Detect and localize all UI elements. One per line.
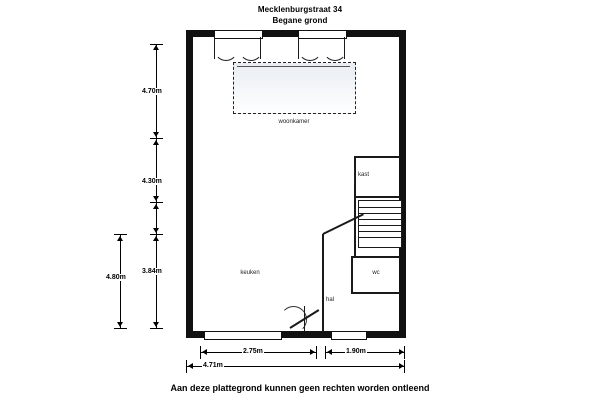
plan-disclaimer: Aan deze plattegrond kunnen geen rechten worden ontleend xyxy=(170,383,430,393)
dim-arrow-up xyxy=(153,204,159,209)
dim-arrow-down xyxy=(153,228,159,233)
dim-arrow-left xyxy=(327,349,332,355)
kitchen-door xyxy=(204,331,282,340)
woonkamer-feature-dashed xyxy=(233,62,356,114)
dim-label-3-84m: 3.84m xyxy=(142,268,162,275)
plan-address: Mecklenburgstraat 34 xyxy=(257,5,343,14)
dim-tick xyxy=(150,138,163,139)
wall-hal-vertical xyxy=(322,234,324,332)
kast-door-leaf xyxy=(354,167,355,185)
dim-line-4-80m xyxy=(120,234,121,328)
dim-arrow-down xyxy=(117,322,123,327)
wc-wall-bottom xyxy=(351,292,400,294)
stair-tread xyxy=(359,225,401,226)
dim-tick xyxy=(186,360,187,373)
dim-label-4-80m: 4.80m xyxy=(106,274,126,281)
kast-wall-top xyxy=(354,156,400,158)
dim-tick xyxy=(200,346,201,359)
dim-arrow-left xyxy=(188,363,193,369)
stair-tread xyxy=(359,213,401,214)
stair-tread xyxy=(359,231,401,232)
front-door xyxy=(331,331,367,340)
wall-left xyxy=(186,30,193,338)
window-leaf-right-b xyxy=(344,37,345,59)
room-label-wc: wc xyxy=(372,270,380,276)
dim-arrow-up xyxy=(153,140,159,145)
dim-arrow-up xyxy=(153,45,159,50)
floorplan-drawing xyxy=(186,30,406,338)
dim-arrow-right xyxy=(399,349,404,355)
dim-line-3-84m xyxy=(156,234,157,328)
dim-tick xyxy=(404,360,405,373)
room-label-woonkamer: woonkamer xyxy=(278,119,310,125)
window-leaf-left-b xyxy=(260,37,261,59)
dim-tick xyxy=(404,346,405,359)
room-label-kast: kast xyxy=(358,172,370,178)
dim-tick xyxy=(150,328,163,329)
room-label-keuken: keuken xyxy=(240,270,260,276)
stair-tread xyxy=(359,237,401,238)
staircase xyxy=(358,200,402,248)
wc-wall-left xyxy=(351,256,353,294)
dim-arrow-left xyxy=(202,349,207,355)
dim-label-4-70m: 4.70m xyxy=(142,88,162,95)
dim-arrow-right xyxy=(399,363,404,369)
dim-tick xyxy=(114,234,127,235)
window-leaf-left-a xyxy=(214,37,215,59)
dim-tick xyxy=(150,202,163,203)
dim-arrow-right xyxy=(310,349,315,355)
stair-tread xyxy=(359,207,401,208)
dim-arrow-down xyxy=(153,196,159,201)
wc-wall-top xyxy=(351,256,400,258)
dim-label-2-75m: 2.75m xyxy=(243,348,263,355)
dim-label-4-71m: 4.71m xyxy=(203,362,223,369)
dim-tick xyxy=(114,328,127,329)
stair-tread xyxy=(359,219,401,220)
window-swing-right-a xyxy=(298,37,322,61)
dim-arrow-down xyxy=(153,322,159,327)
wall-right xyxy=(399,30,406,338)
dim-arrow-up xyxy=(153,236,159,241)
plan-title xyxy=(0,4,600,26)
room-label-hal: hal xyxy=(326,297,335,303)
dim-tick xyxy=(316,346,317,359)
dim-arrow-down xyxy=(153,132,159,137)
window-swing-left-a xyxy=(214,37,238,61)
kast-wall-bottom xyxy=(354,196,400,198)
dim-tick xyxy=(325,346,326,359)
dim-label-4-30m: 4.30m xyxy=(142,178,162,185)
woonkamer-feature-inner-line xyxy=(237,66,350,67)
plan-floor-name: Begane grond xyxy=(272,16,328,25)
window-leaf-right-a xyxy=(298,37,299,59)
dim-arrow-up xyxy=(117,236,123,241)
dim-label-1-90m: 1.90m xyxy=(346,348,366,355)
